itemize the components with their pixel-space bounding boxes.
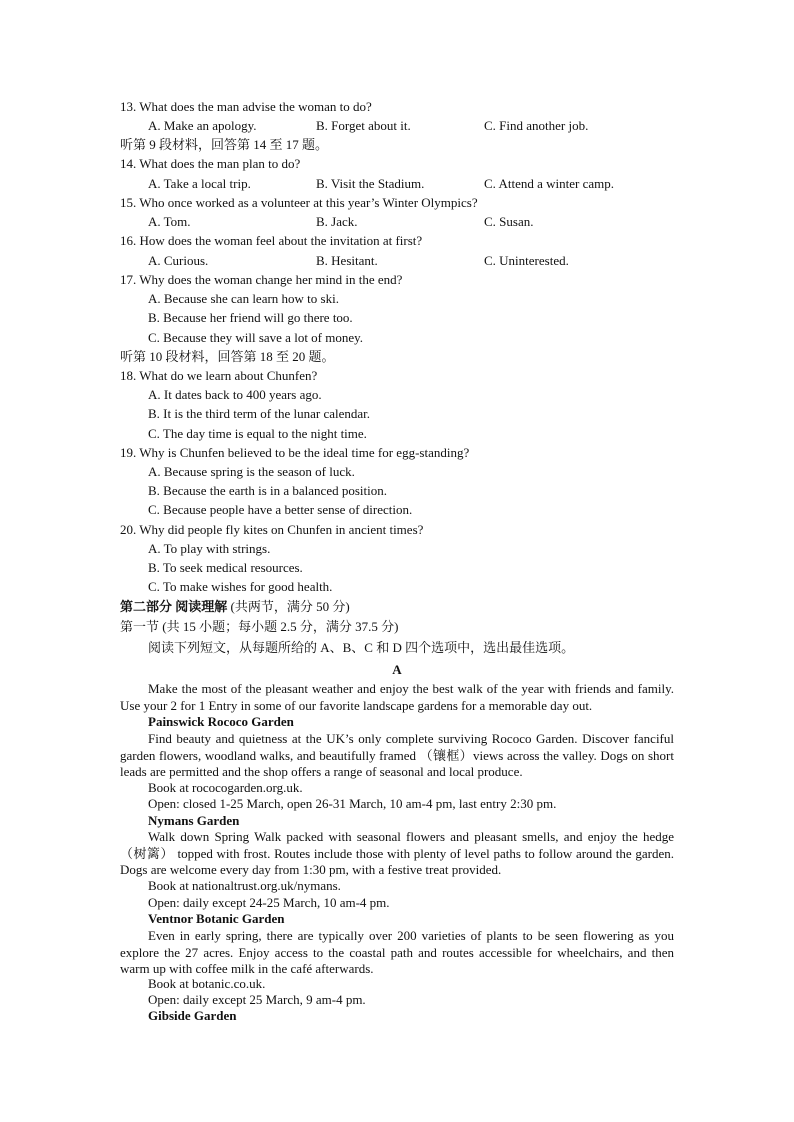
question-20-option-a: A. To play with strings. (148, 541, 271, 556)
garden-1-booking: Book at rococogarden.org.uk. (148, 780, 303, 795)
reading-instruction: 阅读下列短文，从每题所给的 A、B、C 和 D 四个选项中，选出最佳选项。 (148, 640, 575, 655)
garden-1-hours: Open: closed 1-25 March, open 26-31 March, 10 am-4 pm, last entry 2:30 pm. (148, 796, 557, 811)
garden-3-name: Ventnor Botanic Garden (148, 911, 285, 926)
question-15-stem: 15. Who once worked as a volunteer at this year’s Winter Olympics? (120, 195, 478, 210)
question-17-option-a: A. Because she can learn how to ski. (148, 291, 339, 306)
part-score-note: (共两节，满分 50 分) (230, 599, 350, 614)
question-17-option-c: C. Because they will save a lot of money. (148, 330, 364, 345)
passage-intro-text: Make the most of the pleasant weather and enjoy the best walk of the year with friends and family. Use your 2 for 1 Entry in some of our favorite landscape gardens for a memorable day out. (120, 681, 674, 713)
garden-3-hours: Open: daily except 25 March, 9 am-4 pm. (148, 992, 366, 1007)
part-title: 第二部分 阅读理解 (120, 599, 228, 614)
question-14-option-c: C. Attend a winter camp. (484, 176, 614, 191)
section-heading: 第一节 (共 15 小题；每小题 2.5 分，满分 37.5 分) (120, 619, 399, 634)
garden-2-name: Nymans Garden (148, 813, 240, 828)
question-17-stem: 17. Why does the woman change her mind in the end? (120, 272, 403, 287)
question-13-option-b: B. Forget about it. (316, 118, 411, 133)
question-18-stem: 18. What do we learn about Chunfen? (120, 368, 318, 383)
garden-2-booking: Book at nationaltrust.org.uk/nymans. (148, 878, 341, 893)
question-20-option-b: B. To seek medical resources. (148, 560, 303, 575)
question-13-stem: 13. What does the man advise the woman to do? (120, 99, 372, 114)
question-19-option-a: A. Because spring is the season of luck. (148, 464, 355, 479)
question-15-option-a: A. Tom. (148, 214, 191, 229)
question-18-option-c: C. The day time is equal to the night time. (148, 426, 367, 441)
question-13-option-a: A. Make an apology. (148, 118, 257, 133)
listening-instruction-9: 听第 9 段材料，回答第 14 至 17 题。 (120, 137, 329, 152)
garden-2-description-text: Walk down Spring Walk packed with seasonal flowers and pleasant smells, and enjoy the hedge （树篱） topped with frost. Routes include those with plenty of level paths to follow around the garden. Dogs are welcome every day from 1:30 pm, with a festive treat provided. (120, 829, 674, 877)
question-19-option-c: C. Because people have a better sense of direction. (148, 502, 413, 517)
question-20-stem: 20. Why did people fly kites on Chunfen in ancient times? (120, 522, 424, 537)
listening-instruction-10: 听第 10 段材料，回答第 18 至 20 题。 (120, 349, 335, 364)
garden-1-description (120, 731, 674, 781)
question-14-option-a: A. Take a local trip. (148, 176, 251, 191)
question-19-stem: 19. Why is Chunfen believed to be the ideal time for egg-standing? (120, 445, 470, 460)
garden-1-name: Painswick Rococo Garden (148, 714, 294, 729)
question-14-option-b: B. Visit the Stadium. (316, 176, 425, 191)
question-16-stem: 16. How does the woman feel about the invitation at first? (120, 233, 423, 248)
passage-intro (120, 681, 674, 714)
question-15-option-b: B. Jack. (316, 214, 358, 229)
question-17-option-b: B. Because her friend will go there too. (148, 310, 353, 325)
question-13-option-c: C. Find another job. (484, 118, 589, 133)
garden-4-name: Gibside Garden (148, 1008, 237, 1023)
question-19-option-b: B. Because the earth is in a balanced position. (148, 483, 387, 498)
question-18-option-b: B. It is the third term of the lunar calendar. (148, 406, 371, 421)
question-16-option-a: A. Curious. (148, 253, 209, 268)
question-20-option-c: C. To make wishes for good health. (148, 579, 333, 594)
question-16-option-c: C. Uninterested. (484, 253, 569, 268)
question-16-option-b: B. Hesitant. (316, 253, 378, 268)
question-18-option-a: A. It dates back to 400 years ago. (148, 387, 322, 402)
question-14-stem: 14. What does the man plan to do? (120, 156, 301, 171)
garden-2-hours: Open: daily except 24-25 March, 10 am-4 pm. (148, 895, 390, 910)
garden-3-description (120, 928, 674, 978)
part-heading (120, 599, 350, 615)
garden-3-description-text: Even in early spring, there are typically over 200 varieties of plants to be seen flowering as you explore the 27 acres. Enjoy access to the coastal path and routes accessible for wheelchairs, and then warm up with coffee milk in the café afterwards. (120, 928, 674, 976)
passage-label: A (392, 662, 402, 677)
garden-2-description (120, 829, 674, 879)
garden-1-description-text: Find beauty and quietness at the UK’s only complete surviving Rococo Garden. Discover fanciful garden flowers, woodland walks, and beautifully framed （镶框）views across the valley. Dogs on short leads are permitted and the shop offers a range of seasonal and local produce. (120, 731, 674, 779)
garden-3-booking: Book at botanic.co.uk. (148, 976, 266, 991)
question-15-option-c: C. Susan. (484, 214, 534, 229)
